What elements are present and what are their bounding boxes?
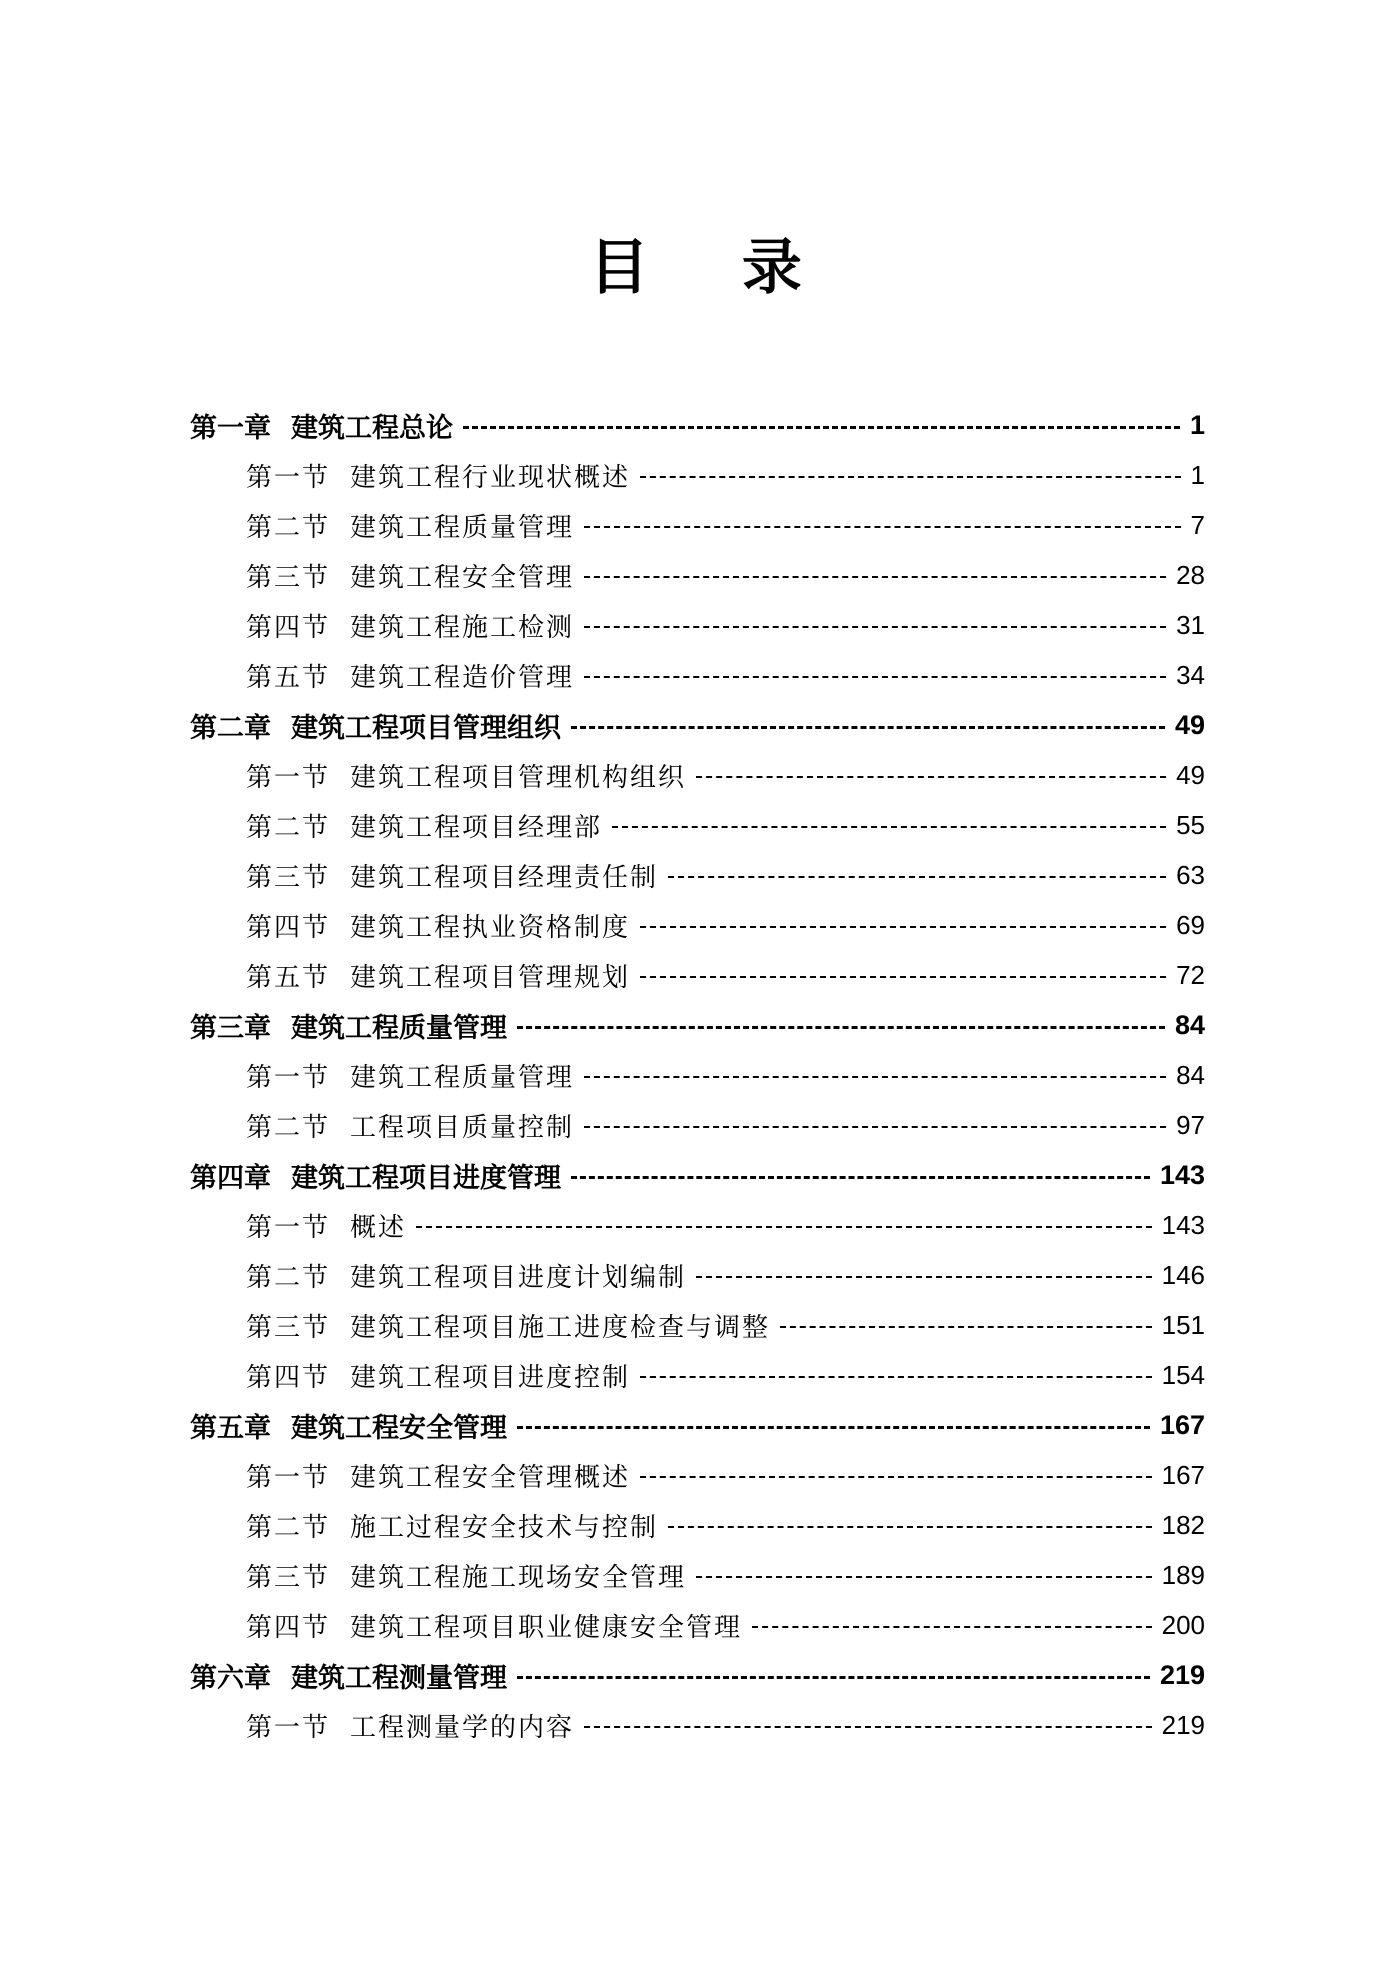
dot-leader [517,1676,1150,1679]
section-title: 工程项目质量控制 [350,1112,575,1143]
section-title: 建筑工程项目经理部 [350,812,603,843]
toc-section-entry[interactable] [246,1700,1205,1750]
section-number: 第三节 [246,1312,331,1343]
page-number: 219 [1161,1709,1205,1740]
toc-section-entry[interactable] [246,1050,1205,1100]
section-title: 建筑工程项目管理规划 [350,962,631,993]
section-title: 建筑工程项目进度计划编制 [350,1262,687,1293]
dot-leader [463,426,1180,429]
section-number: 第二节 [246,1262,331,1293]
dot-leader [780,1326,1152,1328]
section-title: 建筑工程行业现状概述 [350,462,631,493]
page-number: 146 [1161,1259,1205,1290]
section-number: 第五节 [246,662,331,693]
dot-leader [612,826,1166,828]
dot-leader [668,876,1166,878]
section-title: 建筑工程项目施工进度检查与调整 [350,1312,771,1343]
toc-section-entry[interactable] [246,600,1205,650]
dot-leader [584,1726,1152,1728]
dot-leader [696,1576,1152,1578]
dot-leader [517,1426,1150,1429]
dot-leader [584,576,1166,578]
page-number: 63 [1176,859,1205,890]
dot-leader [640,476,1181,478]
section-title: 建筑工程项目职业健康安全管理 [350,1612,743,1643]
toc-section-entry[interactable] [246,1250,1205,1300]
page-number: 72 [1176,959,1205,990]
toc-section-entry[interactable] [246,1100,1205,1150]
section-number: 第四节 [246,912,331,943]
section-number: 第四节 [246,1612,331,1643]
toc-section-entry[interactable] [246,950,1205,1000]
chapter-title: 建筑工程安全管理 [291,1412,507,1444]
dot-leader [668,1526,1152,1528]
section-number: 第四节 [246,1362,331,1393]
dot-leader [584,676,1166,678]
toc-chapter-entry[interactable] [190,1650,1205,1700]
page-number: 34 [1176,659,1205,690]
page-number: 167 [1161,1459,1205,1490]
section-title: 建筑工程安全管理概述 [350,1462,631,1493]
section-title: 建筑工程项目经理责任制 [350,862,659,893]
section-number: 第一节 [246,1462,331,1493]
section-title: 建筑工程安全管理 [350,562,575,593]
section-number: 第三节 [246,862,331,893]
toc-chapter-entry[interactable] [190,1150,1205,1200]
chapter-number: 第一章 [190,412,271,444]
page-number: 84 [1176,1059,1205,1090]
chapter-title: 建筑工程项目管理组织 [291,712,561,744]
page-number: 1 [1190,459,1205,490]
section-number: 第五节 [246,962,331,993]
section-number: 第三节 [246,1562,331,1593]
toc-chapter-entry[interactable] [190,400,1205,450]
dot-leader [752,1626,1152,1628]
dot-leader [571,726,1165,729]
page-number: 151 [1161,1309,1205,1340]
page-number: 167 [1159,1409,1205,1440]
toc-section-entry[interactable] [246,1300,1205,1350]
chapter-title: 建筑工程测量管理 [291,1662,507,1694]
page-number: 28 [1176,559,1205,590]
dot-leader [584,526,1181,528]
page-number: 7 [1190,509,1205,540]
section-title: 建筑工程项目管理机构组织 [350,762,687,793]
toc-section-entry[interactable] [246,1550,1205,1600]
page-number: 49 [1176,759,1205,790]
section-number: 第二节 [246,1512,331,1543]
toc-section-entry[interactable] [246,1600,1205,1650]
dot-leader [584,1076,1166,1078]
section-title: 建筑工程项目进度控制 [350,1362,631,1393]
page-number: 55 [1176,809,1205,840]
chapter-title: 建筑工程质量管理 [291,1012,507,1044]
dot-leader [584,626,1166,628]
dot-leader [416,1226,1152,1228]
dot-leader [571,1176,1150,1179]
dot-leader [696,1276,1152,1278]
toc-chapter-entry[interactable] [190,1400,1205,1450]
page-number: 69 [1176,909,1205,940]
chapter-number: 第六章 [190,1662,271,1694]
toc-section-entry[interactable] [246,750,1205,800]
page-number: 182 [1161,1509,1205,1540]
dot-leader [584,1126,1166,1128]
chapter-number: 第二章 [190,712,271,744]
toc-chapter-entry[interactable] [190,700,1205,750]
toc-section-entry[interactable] [246,850,1205,900]
section-title: 建筑工程施工检测 [350,612,575,643]
toc-section-entry[interactable] [246,1200,1205,1250]
toc-section-entry[interactable] [246,1450,1205,1500]
toc-section-entry[interactable] [246,450,1205,500]
page-number: 31 [1176,609,1205,640]
toc-section-entry[interactable] [246,550,1205,600]
section-title: 建筑工程质量管理 [350,512,575,543]
toc-section-entry[interactable] [246,1500,1205,1550]
section-number: 第一节 [246,1712,331,1743]
page-number: 97 [1176,1109,1205,1140]
page-number: 189 [1161,1559,1205,1590]
page-number: 143 [1161,1209,1205,1240]
section-title: 工程测量学的内容 [350,1712,575,1743]
dot-leader [696,776,1166,778]
section-title: 建筑工程执业资格制度 [350,912,631,943]
section-number: 第一节 [246,762,331,793]
toc-chapter-entry[interactable] [190,1000,1205,1050]
chapter-number: 第四章 [190,1162,271,1194]
section-number: 第二节 [246,512,331,543]
section-number: 第二节 [246,1112,331,1143]
section-number: 第二节 [246,812,331,843]
chapter-number: 第五章 [190,1412,271,1444]
chapter-title: 建筑工程项目进度管理 [291,1162,561,1194]
page-number: 154 [1161,1359,1205,1390]
section-title: 概述 [350,1212,407,1243]
dot-leader [640,1376,1152,1378]
section-number: 第一节 [246,1212,331,1243]
page-number: 49 [1174,709,1205,740]
section-title: 建筑工程质量管理 [350,1062,575,1093]
section-title: 建筑工程施工现场安全管理 [350,1562,687,1593]
chapter-number: 第三章 [190,1012,271,1044]
page-title: 目 录 [589,233,838,303]
dot-leader [640,926,1166,928]
page-number: 200 [1161,1609,1205,1640]
toc-section-entry[interactable] [246,800,1205,850]
dot-leader [640,1476,1152,1478]
page-number: 143 [1159,1159,1205,1190]
toc-section-entry[interactable] [246,500,1205,550]
page-number: 84 [1174,1009,1205,1040]
section-title: 施工过程安全技术与控制 [350,1512,659,1543]
section-number: 第三节 [246,562,331,593]
page-number: 219 [1159,1659,1205,1690]
toc-section-entry[interactable] [246,900,1205,950]
section-number: 第一节 [246,462,331,493]
section-number: 第一节 [246,1062,331,1093]
chapter-title: 建筑工程总论 [291,412,453,444]
dot-leader [517,1026,1165,1029]
page-number: 1 [1189,409,1205,440]
toc-section-entry[interactable] [246,1350,1205,1400]
section-title: 建筑工程造价管理 [350,662,575,693]
section-number: 第四节 [246,612,331,643]
dot-leader [640,976,1166,978]
toc-section-entry[interactable] [246,650,1205,700]
